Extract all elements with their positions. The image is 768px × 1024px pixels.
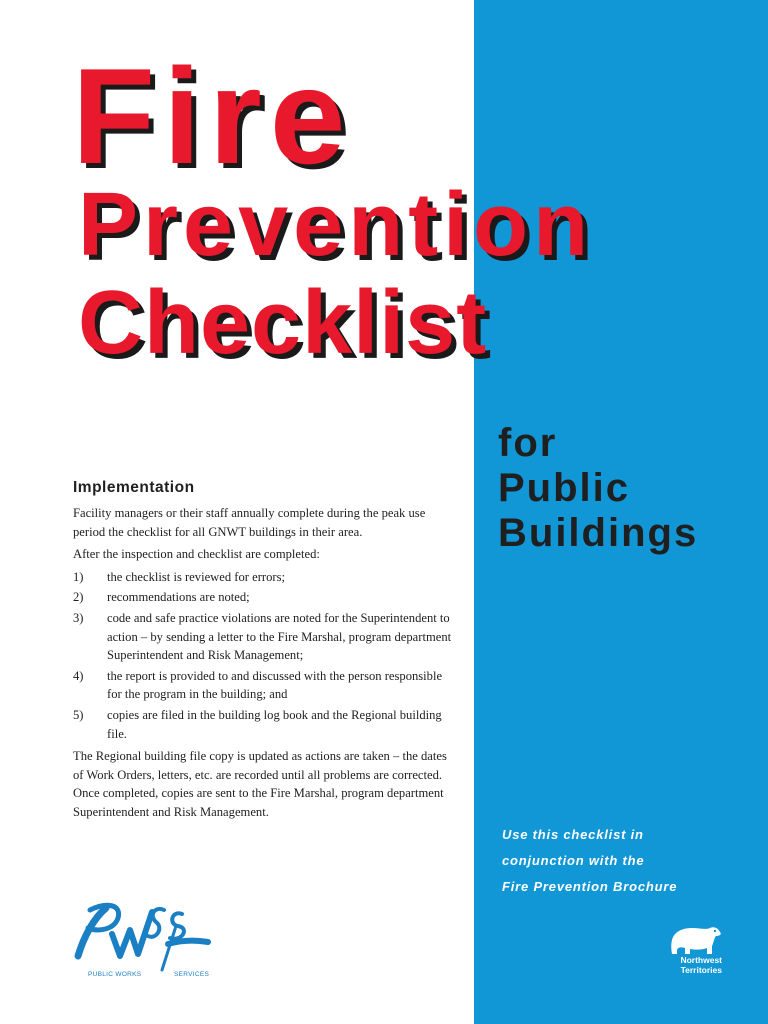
subtitle-line-buildings: Buildings: [498, 511, 699, 555]
step-text: the checklist is reviewed for errors;: [107, 569, 285, 584]
implementation-steps: [73, 568, 458, 743]
subtitle-line-public: Public: [498, 466, 631, 510]
nwt-logo: [640, 920, 736, 984]
implementation-closing: The Regional building file copy is updated as actions are taken – the dates of Work Orders, letters, etc. are recorded until all problems are corrected. Once completed, copies are sent to the Fire Marshal, program department Superintendent and Risk Management.: [73, 749, 447, 819]
pws-caption-left: PUBLIC WORKS: [88, 971, 142, 978]
implementation-lead: After the inspection and checklist are completed:: [73, 547, 320, 562]
step-number: 4): [73, 668, 84, 683]
step-number: 1): [73, 569, 84, 584]
brochure-note: [502, 822, 677, 900]
nwt-caption: [640, 956, 722, 975]
step-text: recommendations are noted;: [107, 590, 250, 605]
step-item: [73, 667, 458, 704]
step-number: 3): [73, 610, 84, 625]
title-fire: Fire: [72, 40, 354, 192]
note-line: Fire Prevention Brochure: [502, 879, 678, 894]
step-item: [73, 568, 458, 587]
polar-bear-icon: [668, 920, 724, 956]
nwt-caption-line1: Northwest: [680, 955, 722, 965]
title-prevention: Prevention: [78, 175, 594, 275]
pws-caption-right: SERVICES: [174, 971, 210, 978]
note-line: Use this checklist in: [502, 827, 644, 842]
implementation-intro: Facility managers or their staff annually complete during the peak use period the checklist for all GNWT buildings in their area.: [73, 506, 426, 539]
step-text: code and safe practice violations are noted for the Superintendent to action – by sending a letter to the Fire Marshal, program department Superintendent and Risk Management;: [107, 610, 452, 663]
pws-logo-icon: [72, 896, 222, 974]
step-text: the report is provided to and discussed with the person responsible for the program in the building; and: [107, 668, 443, 702]
step-item: [73, 706, 458, 743]
step-number: 2): [73, 590, 84, 605]
subtitle: [498, 421, 698, 556]
pws-logo: [72, 896, 222, 984]
note-line: conjunction with the: [502, 853, 645, 868]
step-number: 5): [73, 707, 84, 722]
implementation-heading: Implementation: [73, 479, 195, 496]
step-item: [73, 609, 458, 665]
subtitle-line-for: for: [498, 421, 558, 465]
step-item: [73, 588, 458, 607]
implementation-section: [73, 478, 458, 826]
title-checklist: Checklist: [78, 273, 488, 373]
step-text: copies are filed in the building log book and the Regional building file.: [107, 707, 442, 741]
nwt-caption-line2: Territories: [680, 964, 722, 975]
